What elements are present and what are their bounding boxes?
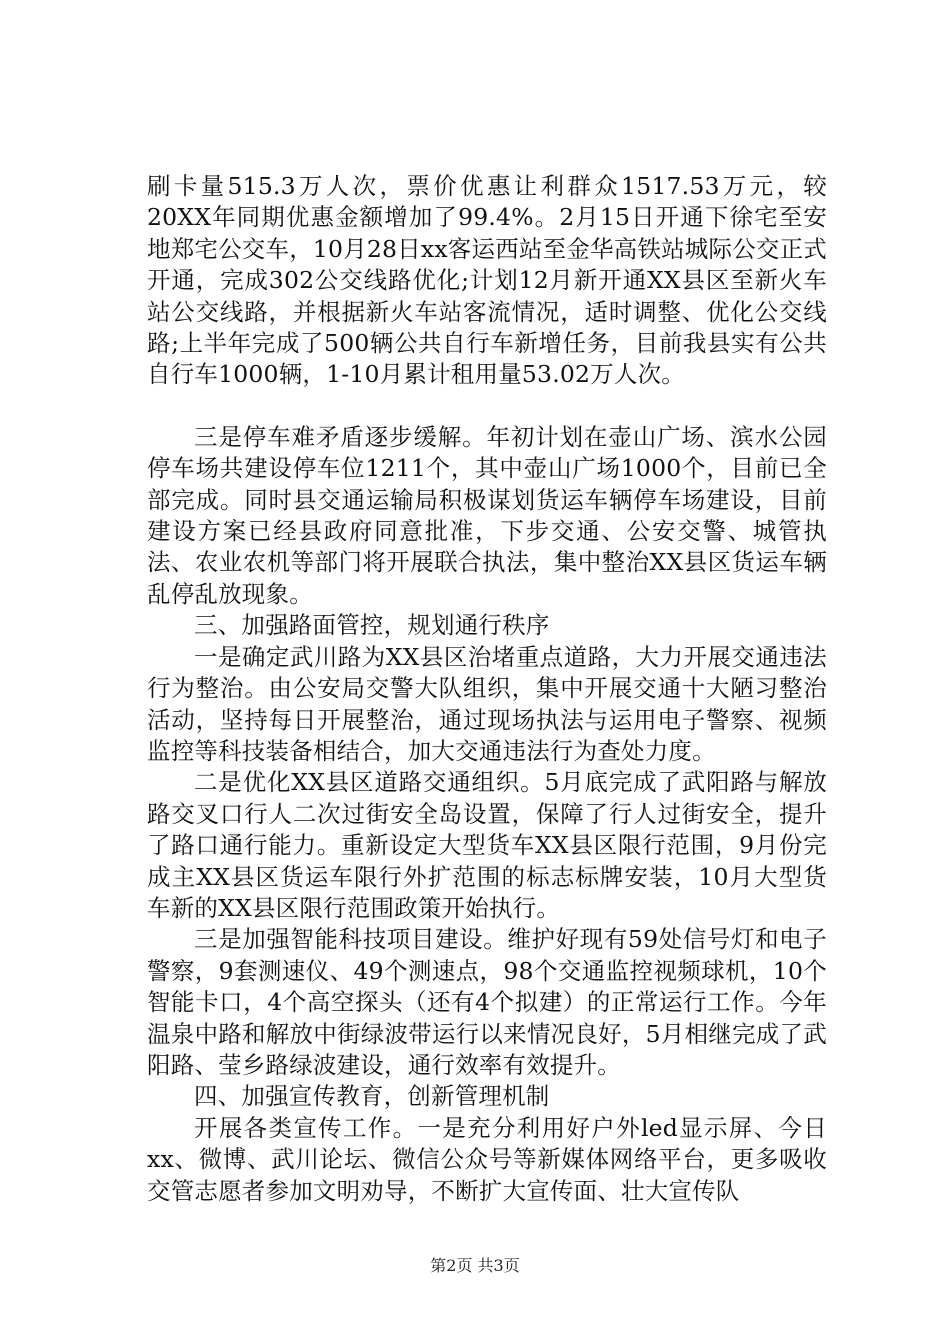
paragraph-traffic-organization: 二是优化XX县区道路交通组织。5月底完成了武阳路与解放路交叉口行人二次过街安全岛设置，保障了行人过街安全，提升了路口通行能力。重新设定大型货车XX县区限行范围，9月份完成主XX县区货运车限行外扩范围的标志标牌安装，10月大型货车新的XX县区限行范围政策开始执行。	[147, 768, 827, 922]
document-body	[147, 171, 827, 1207]
paragraph-bus-statistics: 刷卡量515.3万人次，票价优惠让利群众1517.53万元，较20XX年同期优惠金额增加了99.4%。2月15日开通下徐宅至安地郑宅公交车，10月28日xx客运西站至金华高铁站城际公交正式开通，完成302公交线路优化;计划12月新开通XX县区至新火车站公交线路，并根据新火车站客流情况，适时调整、优化公交线路;上半年完成了500辆公共自行车新增任务，目前我县实有公共自行车1000辆，1-10月累计租用量53.02万人次。	[147, 172, 828, 389]
paragraph-wuchuan-road: 一是确定武川路为XX县区治堵重点道路，大力开展交通违法行为整治。由公安局交警大队组织，集中开展交通十大陋习整治活动，坚持每日开展整治，通过现场执法与运用电子警察、视频监控等科技装备相结合，加大交通违法行为查处力度。	[147, 642, 827, 765]
page-footer: 第2页 共3页	[430, 1256, 520, 1275]
paragraph-publicity-work: 开展各类宣传工作。一是充分利用好户外led显示屏、今日xx、微博、武川论坛、微信公众号等新媒体网络平台，更多吸收交管志愿者参加文明劝导，不断扩大宣传面、壮大宣传队	[147, 1113, 827, 1205]
paragraph-parking: 三是停车难矛盾逐步缓解。年初计划在壶山广场、滨水公园停车场共建设停车位1211个，其中壶山广场1000个，目前已全部完成。同时县交通运输局积极谋划货运车辆停车场建设，目前建设方案已经县政府同意批准，下步交通、公安交警、城管执法、农业农机等部门将开展联合执法，集中整治XX县区货运车辆乱停乱放现象。	[147, 422, 827, 608]
section-heading-publicity: 四、加强宣传教育，创新管理机制	[194, 1082, 550, 1111]
paragraph-smart-technology: 三是加强智能科技项目建设。维护好现有59处信号灯和电子警察，9套测速仪、49个测速点，98个交通监控视频球机，10个智能卡口，4个高空探头（还有4个拟建）的正常运行工作。今年温泉中路和解放中街绿波带运行以来情况良好，5月相继完成了武阳路、莹乡路绿波建设，通行效率有效提升。	[147, 925, 827, 1079]
paragraph-spacer	[147, 391, 827, 422]
section-heading-road-control: 三、加强路面管控，规划通行秩序	[194, 611, 550, 640]
